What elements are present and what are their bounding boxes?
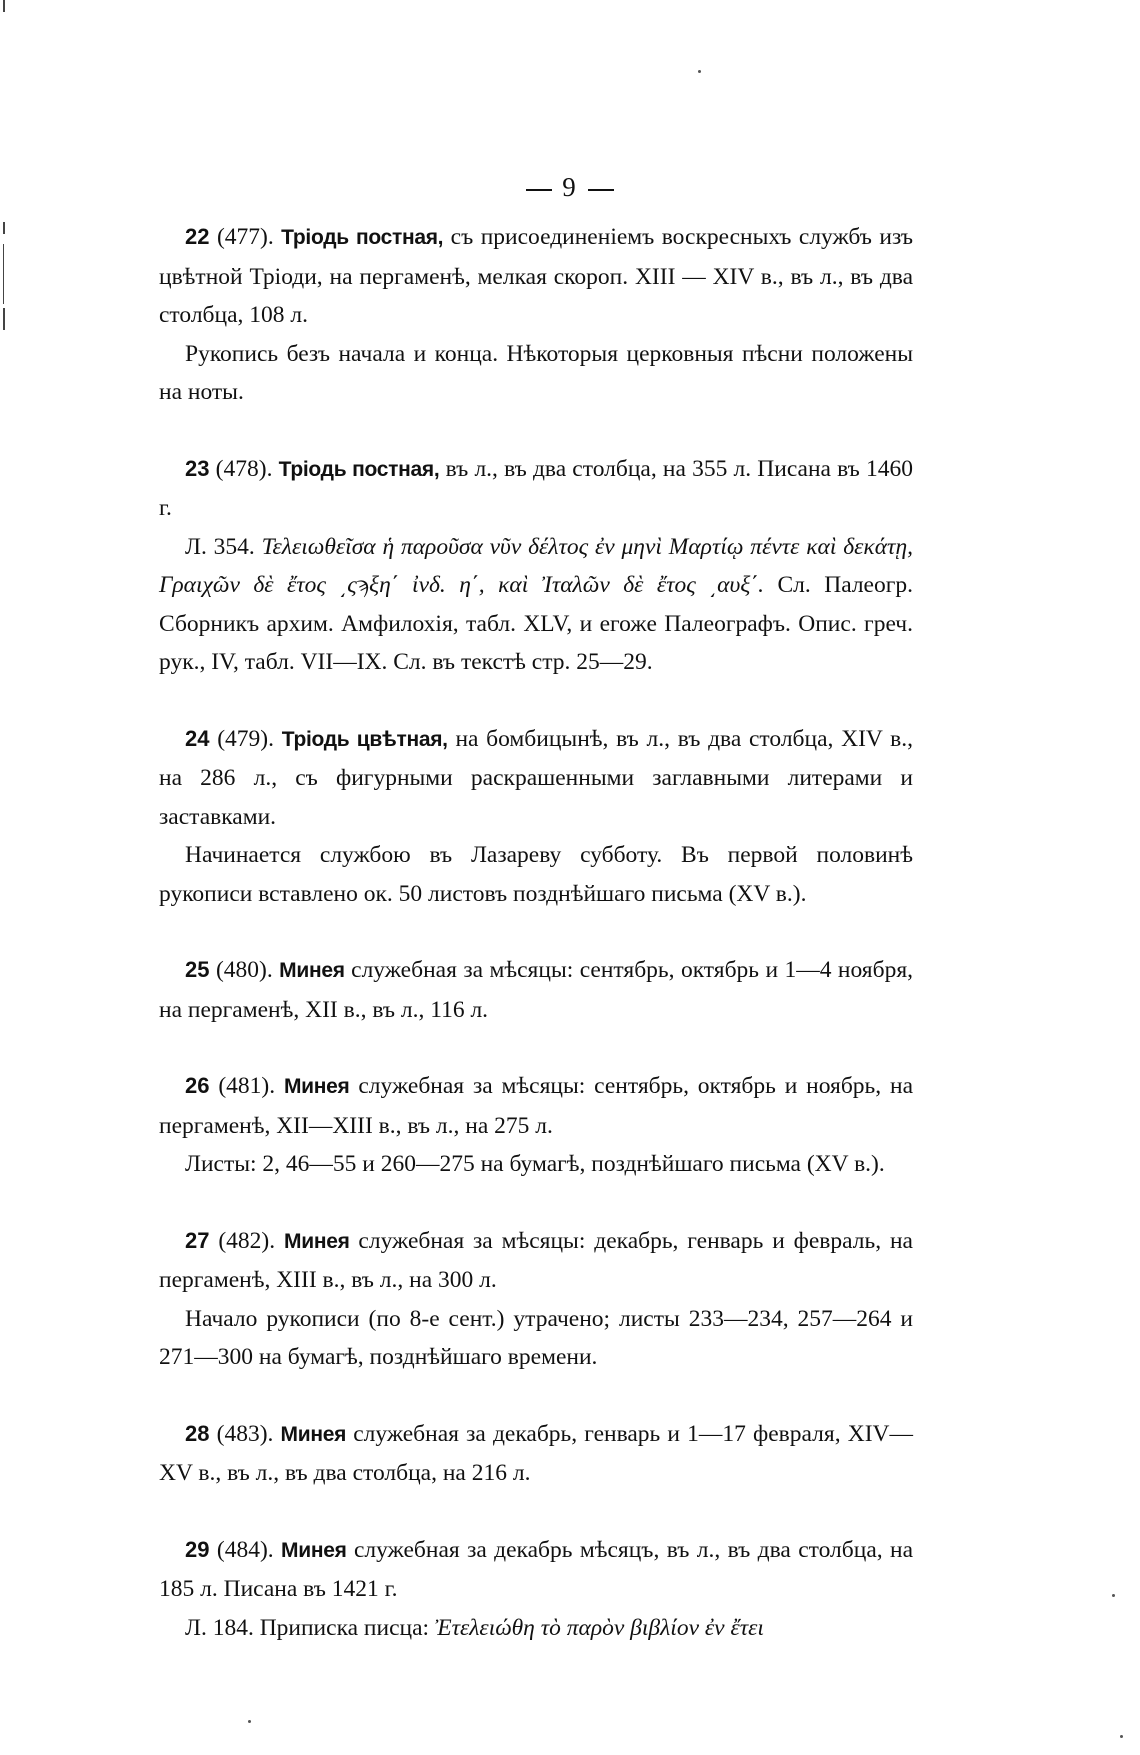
entry-note: Листы: 2, 46—55 и 260—275 на бумагѣ, позднѣйшаго письма (XV в.). bbox=[185, 1151, 885, 1177]
entry-note: Рукопись безъ начала и конца. Нѣкоторыя церковныя пѣсни положены на ноты. bbox=[159, 340, 913, 405]
entry-number: 25 bbox=[185, 957, 210, 982]
margin-mark bbox=[3, 0, 5, 12]
entry-number: 22 bbox=[185, 224, 210, 249]
entry-title: Тріодь постная, bbox=[281, 226, 444, 249]
entry-text: служебная за декабрь, генварь и 1—17 февраля, XIV—XV в., въ л., въ два столбца, на 216 л. bbox=[159, 1420, 913, 1486]
entry-title: Тріодь цвѣтная, bbox=[281, 727, 448, 751]
entry-description bbox=[159, 720, 913, 837]
entry-number: 26 bbox=[185, 1073, 210, 1098]
page-number: 9 bbox=[0, 172, 1140, 203]
speck bbox=[1112, 1594, 1115, 1597]
entry-text: служебная за декабрь мѣсяцъ, въ л., въ два столбца, на 185 л. Писана въ 1421 г. bbox=[159, 1536, 914, 1602]
entry-number: 29 bbox=[185, 1536, 210, 1562]
entry-id: (478). bbox=[215, 455, 273, 482]
entry-description bbox=[159, 1067, 913, 1145]
catalog-entry bbox=[159, 450, 913, 682]
entry-title: Минея bbox=[284, 1229, 350, 1253]
entry-title: Тріодь постная, bbox=[278, 457, 440, 481]
entry-text: служебная за мѣсяцы: сентябрь, октябрь и 1—4 ноября, на пергаменѣ, XII в., въ л., 116 л. bbox=[159, 957, 914, 1023]
catalog-entry bbox=[159, 720, 913, 914]
entry-id: (479). bbox=[217, 725, 274, 752]
entry-text: служебная за мѣсяцы: сентябрь, октябрь и ноябрь, на пергаменѣ, XII—XIII в., въ л., на 275 л. bbox=[159, 1073, 913, 1139]
entry-id: (483). bbox=[216, 1420, 274, 1447]
entry-note bbox=[159, 1609, 913, 1648]
entry-title: Минея bbox=[280, 1422, 347, 1446]
entry-text: въ л., въ два столбца, на 355 л. Писана въ 1460 г. bbox=[159, 455, 914, 521]
entry-description bbox=[159, 1531, 913, 1609]
catalog-entry bbox=[159, 1067, 913, 1184]
greek-colophon: Τελειωθεῖσα ἡ παροῦσα νῦν δέλτος ἐν μηνὶ Μαρτίῳ πέντε καὶ δεκάτῃ, Γραιχῶν δὲ ἔτος ͵ςϡξη΄ ἰνδ. η΄, καὶ Ἰταλῶν δὲ ἔτος ͵αυξ΄. bbox=[159, 533, 913, 598]
entry-id: (477). bbox=[216, 224, 274, 250]
note-lead: Л. 354. bbox=[185, 533, 262, 560]
entry-number: 23 bbox=[185, 455, 210, 481]
entry-title: Минея bbox=[279, 959, 345, 982]
speck bbox=[698, 70, 701, 73]
catalog-entry bbox=[159, 1531, 913, 1648]
note-lead: Л. 184. Приписка писца: bbox=[185, 1614, 435, 1641]
entry-text: на бомбицынѣ, въ л., въ два столбца, XIV в., на 286 л., съ фигурными раскрашенными заглавными литерами и заставками. bbox=[159, 725, 914, 830]
entry-text: служебная за мѣсяцы: декабрь, генварь и февраль, на пергаменѣ, XIII в., въ л., на 300 л. bbox=[159, 1227, 913, 1293]
entry-note bbox=[159, 528, 913, 682]
entry-id: (484). bbox=[216, 1536, 274, 1563]
entry-id: (482). bbox=[218, 1227, 276, 1254]
entry-title: Минея bbox=[283, 1075, 350, 1098]
catalog-entry bbox=[159, 1415, 913, 1493]
note-text: Сл. Палеогр. Сборникъ архим. Амфилохія, табл. XLV, и егожe Палеографъ. Опис. греч. рук., IV, табл. VII—IX. Сл. въ текстѣ стр. 25—29. bbox=[159, 572, 913, 675]
margin-mark bbox=[3, 244, 4, 304]
greek-colophon: Ἐτελειώθη τὸ παρὸν βιβλίον ἐν ἔτει bbox=[434, 1614, 764, 1641]
margin-mark bbox=[3, 308, 5, 330]
catalog-entry bbox=[159, 218, 913, 412]
entry-id: (480). bbox=[215, 957, 273, 983]
entry-note: Начало рукописи (по 8-е сент.) утрачено; листы 233—234, 257—264 и 271—300 на бумагѣ, позднѣйшаго времени. bbox=[159, 1305, 913, 1370]
speck bbox=[1120, 1735, 1123, 1738]
catalog-entry bbox=[159, 1222, 913, 1377]
catalog-column bbox=[159, 218, 913, 1685]
margin-mark bbox=[3, 222, 5, 234]
speck bbox=[248, 1720, 251, 1723]
entry-number: 27 bbox=[185, 1227, 210, 1253]
entry-note: Начинается службою въ Лазареву субботу. Въ первой половинѣ рукописи вставлено ок. 50 листовъ позднѣйшаго письма (XV в.). bbox=[159, 842, 913, 907]
entry-description bbox=[159, 951, 913, 1029]
entry-number: 28 bbox=[185, 1420, 210, 1446]
entry-text: съ присоединеніемъ воскресныхъ службъ изъ цвѣтной Тріоди, на пергаменѣ, мелкая скороп. XIII — XIV в., въ л., въ два столбца, 108 л. bbox=[159, 224, 913, 328]
entry-description bbox=[159, 1222, 913, 1300]
catalog-entry bbox=[159, 951, 913, 1029]
entry-description bbox=[159, 1415, 913, 1493]
entry-title: Минея bbox=[281, 1538, 347, 1562]
entry-number: 24 bbox=[185, 725, 210, 751]
entry-description bbox=[159, 450, 913, 528]
entry-id: (481). bbox=[218, 1073, 276, 1099]
entry-description bbox=[159, 218, 913, 335]
